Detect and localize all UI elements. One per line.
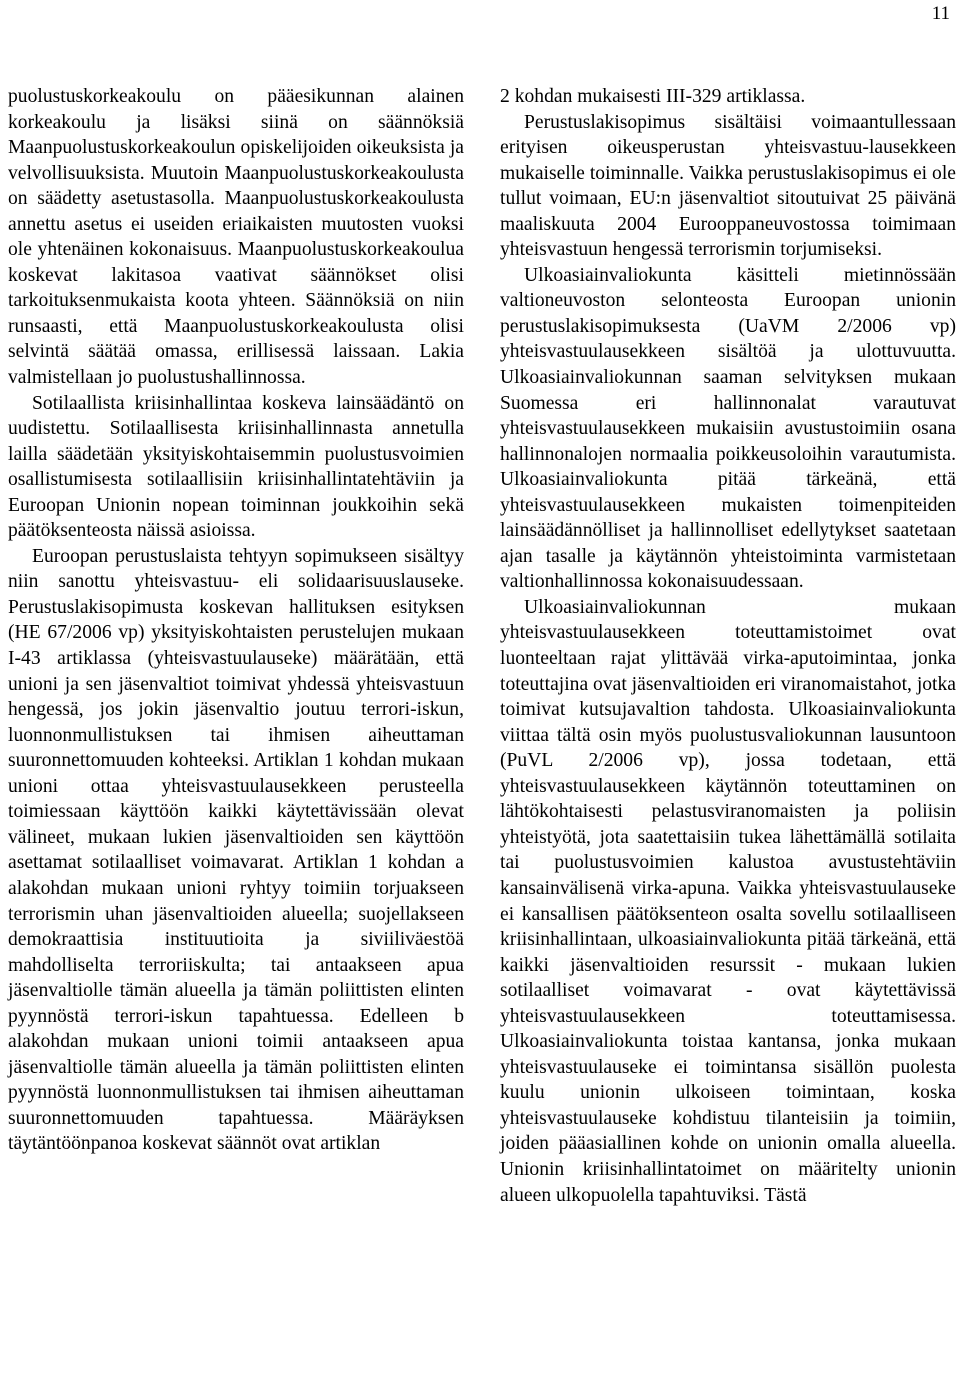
right-column <box>500 84 956 1208</box>
left-paragraph-1: puolustuskorkeakoulu on pääesikunnan alainen korkeakoulu ja lisäksi siinä on säännöksiä Maanpuolustuskorkeakoulun opiskelijoiden oikeuksista ja velvollisuuksista. Muutoin Maanpuolustuskorkeakoulusta on säädetty asetustasolla. Maanpuolustuskorkeakoulusta annettu asetus ei useiden eriaikaisten muutosten vuoksi ole yhtenäinen kokonaisuus. Maanpuolustuskorkeakoulua koskevat lakitasoa vaativat säännökset olisi tarkoituksenmukaista koota yhteen. Säännöksiä on niin runsaasti, että Maanpuolustuskorkeakoulusta olisi selvintä säätää omassa, erillisessä laissaan. Lakia valmistellaan jo puolustushallinnossa. <box>8 86 464 389</box>
right-paragraph-4: Ulkoasiainvaliokunnan mukaan yhteisvastuulausekkeen toteuttamistoimet ovat luonteeltaan rajat ylittävää virka-aputoimintaa, jonka toteuttajina ovat jäsenvaltioiden eri viranomaistahot, jotka toimivat kutsujavaltion tahdosta. Ulkoasiainvaliokunta viittaa tältä osin myös puolustusvaliokunnan lausuntoon (PuVL 2/2006 vp), jossa todetaan, että yhteisvastuulausekkeen käytännön toteuttaminen on lähtökohtaisesti pelastusviranomaisten ja poliisin yhteistyötä, jota saatettaisiin tukea lähettämällä sotilaita tai puolustusvoimien kalustoa avustustehtäviin kansainvälisenä virka-apuna. Vaikka yhteisvastuulauseke ei kansallisen päätöksenteon osalta sovellu sotilaalliseen kriisinhallintaan, ulkoasiainvaliokunta pitää tärkeänä, että kaikki jäsenvaltioiden resurssit - mukaan lukien sotilaalliset voimavarat - ovat käytettävissä yhteisvastuulausekkeen toteuttamisessa. Ulkoasiainvaliokunta toistaa kantansa, jonka mukaan yhteisvastuulauseke ei toimintansa sisällön puolesta kuulu unionin ulkoiseen toimintaan, koska yhteisvastuulauseke kohdistuu tilanteisiin ja toimiin, joiden pääasiallinen kohde on unionin omalla alueella. Unionin kriisinhallintatoimet on määritelty unionin alueen ulkopuolella tapahtuviksi. Tästä <box>500 596 956 1206</box>
right-paragraph-1: 2 kohdan mukaisesti III-329 artiklassa. <box>500 86 806 107</box>
left-paragraph-2: Sotilaallista kriisinhallintaa koskeva lainsäädäntö on uudistettu. Sotilaallisesta kriisinhallinnasta annetulla lailla säädetään yksityiskohtaisemmin puolustusvoimien osallistumisesta sotilaallisiin kriisinhallintatehtäviin ja Euroopan Unionin nopean toiminnan joukkoihin sekä päätöksenteosta näissä asioissa. <box>8 392 464 542</box>
right-paragraph-2: Perustuslakisopimus sisältäisi voimaantullessaan erityisen oikeusperustan yhteisvastuu-lausekkeen mukaiselle toiminnalle. Vaikka perustuslakisopimus ei ole tullut voimaan, EU:n jäsenvaltiot sitoutuivat 25 päivänä maaliskuuta 2004 Eurooppaneuvostossa toimimaan yhteisvastuun hengessä terrorismin torjumiseksi. <box>500 111 956 261</box>
left-paragraph-3: Euroopan perustuslaista tehtyyn sopimukseen sisältyy niin sanottu yhteisvastuu- eli solidaarisuuslauseke. Perustuslakisopimusta koskevan hallituksen esityksen (HE 67/2006 vp) yksityiskohtaisten perustelujen mukaan I-43 artiklassa (yhteisvastuulauseke) määrätään, että unioni ja sen jäsenvaltiot toimivat yhdessä yhteisvastuun hengessä, jos jokin jäsenvaltio joutuu terrori-iskun, luonnonmullistuksen tai ihmisen aiheuttaman suuronnettomuuden kohteeksi. Artiklan 1 kohdan mukaan unioni ottaa yhteisvastuulausekkeen perusteella toimiessaan käyttöön kaikki käytettävissään olevat välineet, mukaan lukien jäsenvaltioiden sen käyttöön asettamat sotilaalliset voimavarat. Artiklan 1 kohdan a alakohdan mukaan unioni ryhtyy toimiin torjuakseen terrorismin uhan jäsenvaltioiden alueella; suojellakseen demokraattisia instituutioita ja siviiliväestöä mahdolliselta terroriiskulta; tai antaakseen apua jäsenvaltiolle tämän alueella ja tämän poliittisten elinten pyynnöstä terrori-iskun tapahtuessa. Edelleen b alakohdan mukaan unioni toimii antaakseen apua jäsenvaltiolle tämän alueella ja tämän poliittisten elinten pyynnöstä luonnonmullistuksen tai ihmisen aiheuttaman suuronnettomuuden tapahtuessa. Määräyksen täytäntöönpanoa koskevat säännöt ovat artiklan <box>8 545 464 1155</box>
right-paragraph-3: Ulkoasiainvaliokunta käsitteli mietinnössään valtioneuvoston selonteosta Euroopan unionin perustuslakisopimuksesta (UaVM 2/2006 vp) yhteisvastuulausekkeen sisältöä ja ulottuvuutta. Ulkoasiainvaliokunnan saaman selvityksen mukaan Suomessa eri hallinnonalat varautuvat yhteisvastuulausekkeen mukaisiin avustustoimiin osana hallinnonalojen normaalia poikkeusoloihin varautumista. Ulkoasiainvaliokunta pitää tärkeänä, että yhteisvastuulausekkeen mukaisten toimenpiteiden lainsäädännölliset ja hallinnolliset edellytykset saatetaan ajan tasalle ja käytännön yhteistoiminta varmistetaan valtionhallinnossa kokonaisuudessaan. <box>500 264 956 593</box>
page-number: 11 <box>931 3 950 24</box>
left-column <box>8 84 464 1157</box>
